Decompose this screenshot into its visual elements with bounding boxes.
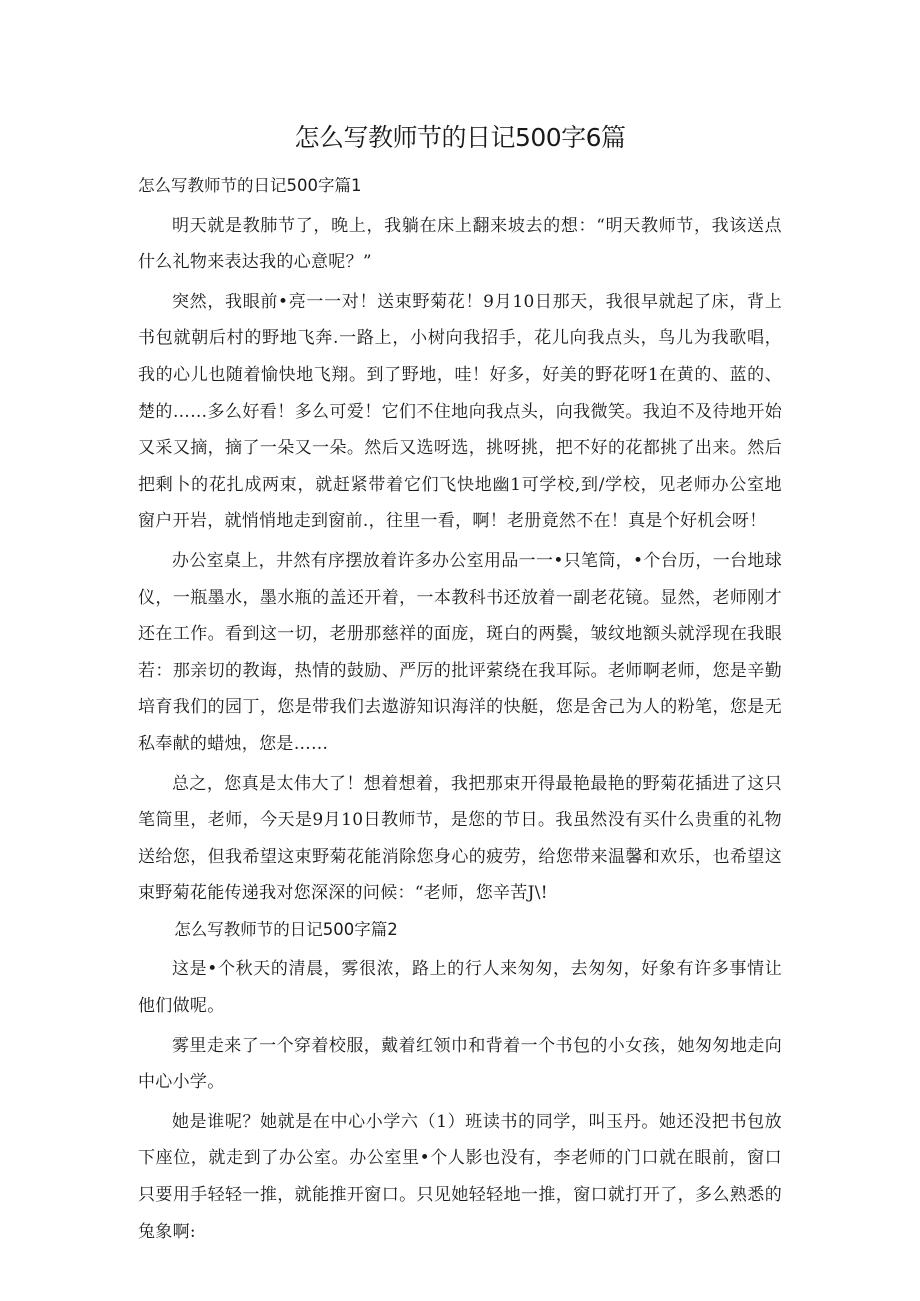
paragraph: 总之，您真是太伟大了！想着想着，我把那束开得最艳最艳的野菊花插进了这只笔筒里，老师，今天是9月10日教师节，是您的节日。我虽然没有买什么贵重的礼物送给您，但我希望这束野菊花能消除您身心的疲劳，给您带来温馨和欢乐，也希望这束野菊花能传递我对您深深的问候：“老师，您辛苦J\! [138, 773, 782, 904]
paragraph: 她是谁呢？她就是在中心小学六（1）班读书的同学，叫玉丹。她还没把书包放下座位，就走到了办公室。办公室里•个人影也没有，李老师的门口就在眼前，窗口只要用手轻轻一推，就能推开窗口。只见她轻轻地一推，窗口就打开了，多么熟悉的兔象啊: [138, 1111, 782, 1242]
paragraph: 明天就是教肺节了，晚上，我躺在床上翻来坡去的想：“明天教师节，我该送点什么礼物来表达我的心意呢？” [138, 215, 782, 273]
paragraph: 办公室桌上，井然有序摆放着许多办公室用品一一•只笔筒，•个台历，一台地球仪，一瓶墨水，墨水瓶的盖还开着，一本教科书还放着一副老花镜。显然，老师刚才还在工作。看到这一切，老册那慈祥的面庞，斑白的两鬓，皱纹地额头就浮现在我眼若：那亲切的教诲，热情的鼓励、严厉的批评萦绕在我耳际。老师啊老师，您是辛勤培育我们的园丁，您是带我们去遨游知识海洋的快艇，您是舍己为人的粉笔，您是无私奉献的蜡烛，您是…… [138, 550, 782, 754]
paragraph: 这是•个秋天的清晨，雾很浓，路上的行人来匆匆，去匆匆，好象有许多事情让他们做呢。 [138, 959, 782, 1017]
paragraph: 突然，我眼前•亮一一对！送束野菊花！9月10日那天，我很早就起了床，背上书包就朝后村的野地飞奔.一路上，小树向我招手，花儿向我点头，鸟儿为我歌唱，我的心儿也随着愉快地飞翔。到了野地，哇！好多，好美的野花呀1在黄的、蓝的、楚的……多么好看！多么可爱！它们不住地向我点头，向我微笑。我迫不及待地开始又采又摘，摘了一朵又一朵。然后又选呀选，挑呀挑，把不好的花都挑了出来。然后把剩卜的花扎成两束，就赶紧带着它们飞快地幽1可学校,到/学校，见老师办公室地窗户开岩，就悄悄地走到窗前.，往里一看，啊！老册竟然不在！真是个好机会呀！ [138, 291, 782, 532]
section-heading: 怎么写教师节的日记500字篇2 [174, 919, 398, 939]
paragraph: 雾里走来了一个穿着校服，戴着红领巾和背着一个书包的小女孩，她匆匆地走向中心小学。 [138, 1035, 782, 1093]
section-heading: 怎么写教师节的日记500字篇1 [138, 176, 362, 195]
document-body [138, 168, 782, 1250]
document-title: 怎么写教师节的日记500字6篇 [294, 123, 626, 152]
